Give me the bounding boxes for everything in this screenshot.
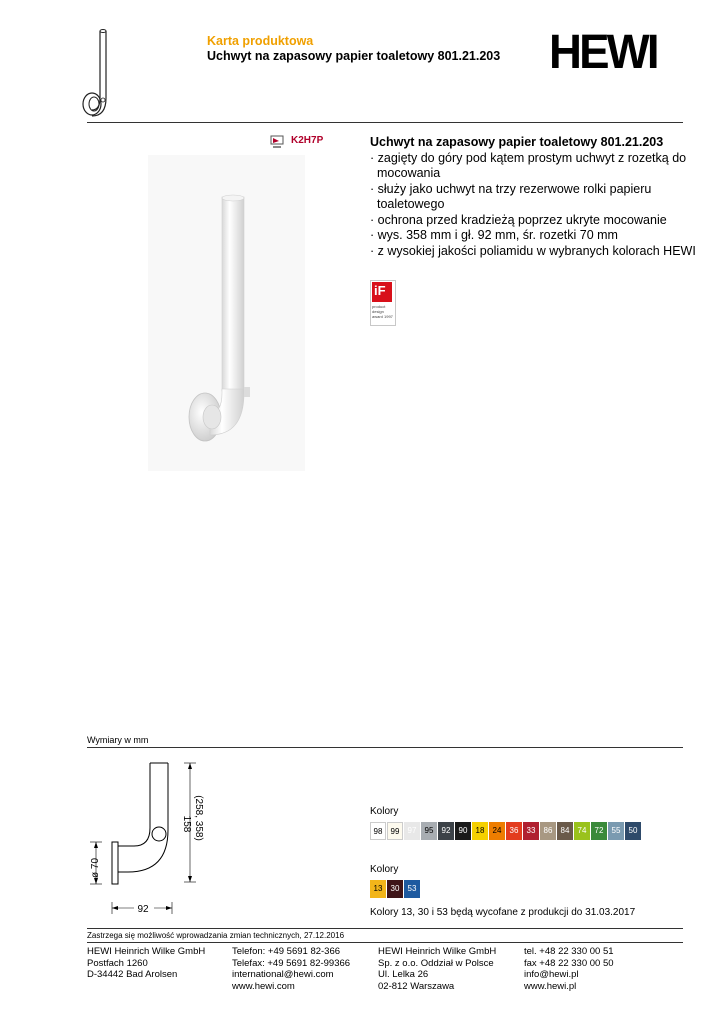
feature-list [370,151,700,260]
footer-line: Ul. Lelka 26 [378,969,429,980]
footer-contact-pl [524,946,614,992]
color-swatch-55: 55 [608,822,624,840]
product-thumbnail-icon [78,28,114,124]
dimension-drawing [84,758,214,920]
footer-email-link[interactable]: info@hewi.pl [524,969,579,980]
if-award-caption: product design award 1997 [372,304,393,319]
color-swatch-99: 99 [387,822,403,840]
page-kicker: Karta produktowa [207,34,314,48]
footer-line: Telefon: +49 5691 82-366 [232,946,341,957]
color-swatch-50: 50 [625,822,641,840]
color-swatch-95: 95 [421,822,437,840]
footer-email-link[interactable]: international@hewi.com [232,969,334,980]
footer-contact-de [232,946,350,992]
code-marker-icon [270,135,286,149]
footer-line: D-34442 Bad Arolsen [87,969,178,980]
footer-address-pl [378,946,496,992]
footer-divider [87,928,683,929]
dimensions-divider [87,747,683,748]
color-swatch-18: 18 [472,822,488,840]
footer-line: HEWI Heinrich Wilke GmbH [378,946,497,957]
footer-line: Telefax: +49 5691 82-99366 [232,957,351,969]
dim-depth: 92 [137,904,149,915]
dim-height-alt: (258, 358) [193,795,204,841]
description-title: Uchwyt na zapasowy papier toaletowy 801.21.203 [370,135,664,149]
dim-height: 158 [181,815,192,833]
footer-line: Postfach 1260 [87,957,148,969]
footer-website-link[interactable]: www.hewi.com [232,980,295,992]
list-item: · wys. 358 mm i gł. 92 mm, śr. rozetki 70 mm [370,228,618,242]
color-swatch-13: 13 [370,880,386,898]
colors-label: Kolory [370,806,399,817]
product-code: K2H7P [291,135,324,146]
color-swatch-90: 90 [455,822,471,840]
list-item: · z wysokiej jakości poliamidu w wybranych kolorach HEWI [370,243,696,258]
list-item: · służy jako uchwyt na trzy rezerwowe rolki papieru toaletowego [370,181,652,211]
color-swatch-72: 72 [591,822,607,840]
phaseout-color-swatches [370,880,421,898]
header-divider [87,122,683,123]
dim-diameter: ø 70 [90,857,101,879]
dimensions-label: Wymiary w mm [87,735,149,745]
footer-line: tel. +48 22 330 00 51 [524,946,614,957]
list-item: · zagięty do góry pod kątem prostym uchwyt z rozetką do mocowania [370,150,687,180]
phaseout-colors-label: Kolory [370,864,399,875]
product-description [370,135,700,259]
if-award-text: iF [374,283,386,298]
footer-line: HEWI Heinrich Wilke GmbH [87,946,206,957]
color-swatch-84: 84 [557,822,573,840]
footer-address-de [87,946,205,981]
product-photo [148,155,305,471]
footer-line: Sp. z o.o. Oddział w Polsce [378,957,494,969]
color-swatch-36: 36 [506,822,522,840]
footer-line: 02-812 Warszawa [378,980,455,992]
color-swatch-53: 53 [404,880,420,898]
page-title: Uchwyt na zapasowy papier toaletowy 801.21.203 [207,49,501,63]
footer-website-link[interactable]: www.hewi.pl [524,980,577,992]
color-swatch-33: 33 [523,822,539,840]
color-swatch-86: 86 [540,822,556,840]
disclaimer: Zastrzega się możliwość wprowadzania zmian technicznych, 27.12.2016 [87,931,345,940]
color-swatch-98: 98 [370,822,386,840]
footer-divider-2 [87,942,683,943]
color-swatch-97: 97 [404,822,420,840]
color-swatch-92: 92 [438,822,454,840]
color-swatches [370,822,642,840]
phaseout-note: Kolory 13, 30 i 53 będą wycofane z produkcji do 31.03.2017 [370,907,636,918]
list-item: · ochrona przed kradzieżą poprzez ukryte mocowanie [370,212,667,227]
color-swatch-74: 74 [574,822,590,840]
footer-line: fax +48 22 330 00 50 [524,957,614,969]
color-swatch-24: 24 [489,822,505,840]
hewi-logo: HEWI [549,26,657,79]
color-swatch-30: 30 [387,880,403,898]
